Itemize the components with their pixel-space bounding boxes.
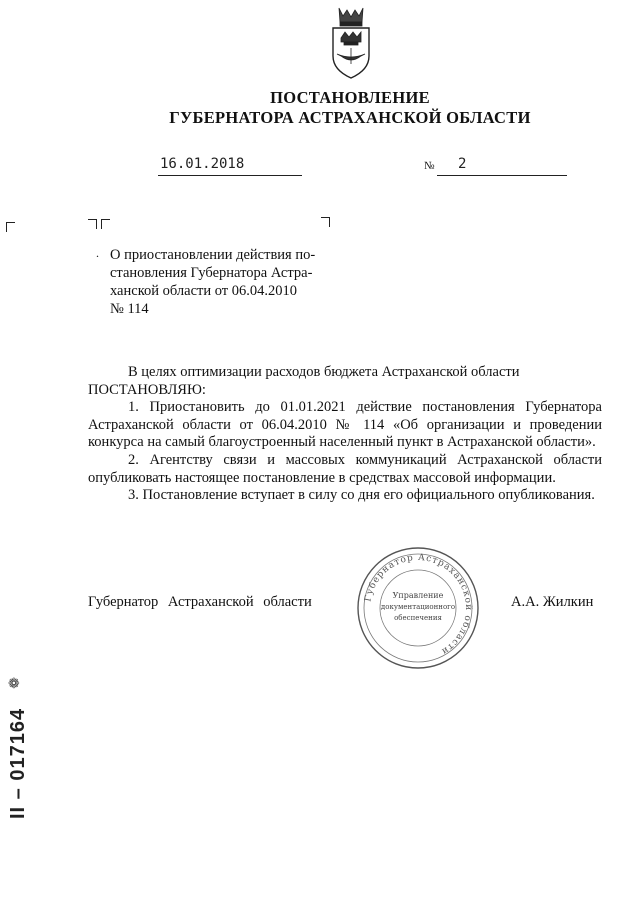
subject-line: О приостановлении действия по- bbox=[110, 247, 316, 263]
document-number: 2 bbox=[458, 156, 467, 172]
document-date: 16.01.2018 bbox=[160, 156, 245, 172]
number-sign: № bbox=[424, 160, 435, 172]
document-subject bbox=[110, 246, 340, 318]
subject-line: № 114 bbox=[110, 301, 149, 317]
document-title: ПОСТАНОВЛЕНИЕ bbox=[270, 88, 430, 107]
subject-bracket-left-a bbox=[88, 219, 97, 229]
official-stamp-icon bbox=[356, 546, 480, 670]
subject-bracket-right bbox=[321, 217, 330, 227]
signatory-name: А.А. Жилкин bbox=[511, 594, 594, 610]
subject-bracket-left-b bbox=[101, 219, 110, 229]
serial-number: II – 017164 bbox=[7, 707, 29, 819]
document-body bbox=[88, 364, 602, 505]
preamble: В целях оптимизации расходов бюджета Астраханской области bbox=[128, 364, 520, 380]
stamp-inner-line: обеспечения bbox=[394, 614, 442, 622]
ornament-icon: ❁ bbox=[8, 677, 20, 692]
subject-line: становления Губернатора Астра- bbox=[110, 265, 313, 281]
clause-2: 2. Агентству связи и массовых коммуникаций Астраханской области опубликовать настоящее постановление в средствах массовой информации. bbox=[88, 451, 602, 486]
bullet-mark: . bbox=[96, 246, 99, 260]
subject-line: ханской области от 06.04.2010 bbox=[110, 283, 297, 299]
margin-bracket bbox=[6, 222, 15, 232]
clause-3: 3. Постановление вступает в силу со дня его официального опубликования. bbox=[128, 487, 595, 504]
clause-1: 1. Приостановить до 01.01.2021 действие постановления Губернатора Астраханской области от 06.04.2010 № 114 «Об организации и проведении конкурса на самый благоустроенный населенный пункт в Астраханской области». bbox=[88, 399, 602, 451]
stamp-inner-line: документационного bbox=[380, 603, 456, 611]
stamp-inner-line: Управление bbox=[392, 591, 444, 600]
signatory-position: Губернатор Астраханской области bbox=[88, 594, 312, 610]
coat-of-arms-icon bbox=[325, 4, 377, 84]
decree-keyword: ПОСТАНОВЛЯЮ: bbox=[88, 381, 206, 398]
number-underline bbox=[437, 175, 567, 176]
date-underline bbox=[158, 175, 302, 176]
stamp-ring-text: Губернатор Астраханской области bbox=[363, 552, 474, 657]
document-issuer: ГУБЕРНАТОРА АСТРАХАНСКОЙ ОБЛАСТИ bbox=[169, 108, 531, 127]
